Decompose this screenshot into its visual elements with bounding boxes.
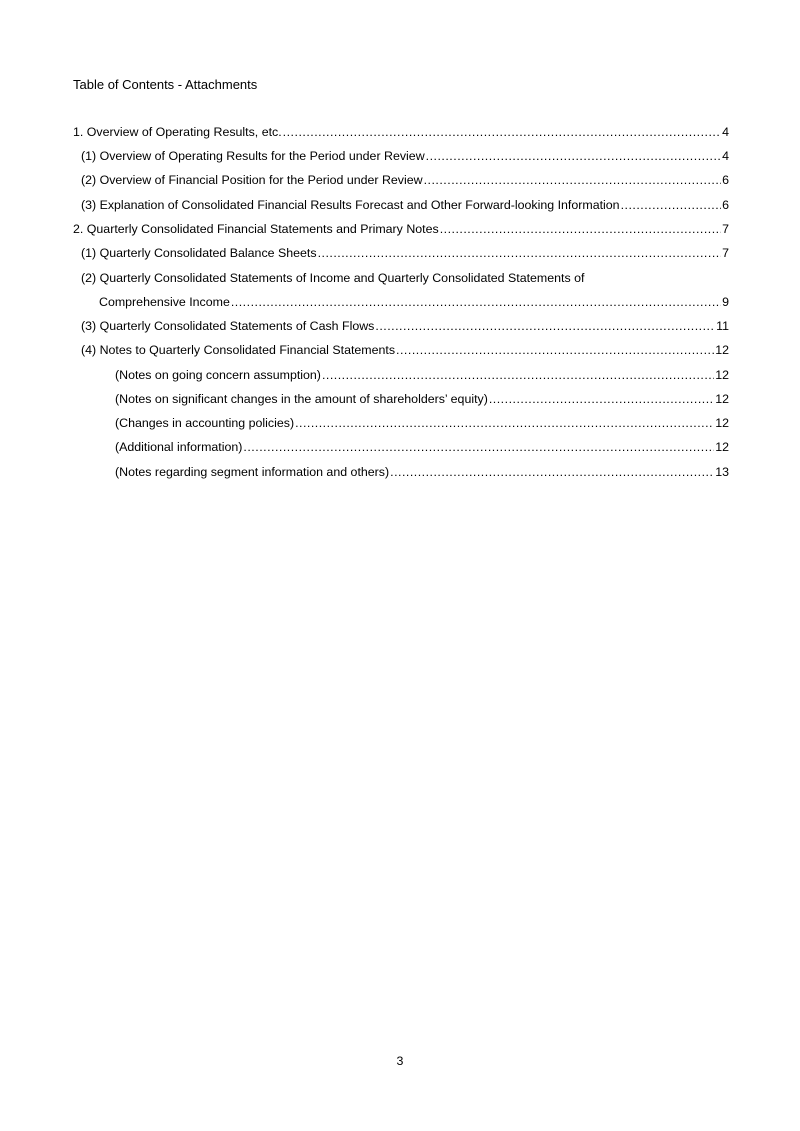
- toc-dot-leader: [375, 317, 715, 335]
- toc-entry[interactable]: [115, 414, 729, 432]
- toc-entry[interactable]: [81, 147, 729, 165]
- toc-entry-page: 6: [722, 198, 729, 212]
- toc-entry-text: (Additional information): [115, 440, 243, 454]
- toc-entry-page: 12: [715, 392, 729, 406]
- toc-dot-leader: [322, 366, 714, 384]
- toc-entry-page: 12: [715, 416, 729, 430]
- toc-entry-page: 7: [722, 246, 729, 260]
- toc-entry-page: 12: [715, 368, 729, 382]
- toc-entry[interactable]: [73, 220, 729, 238]
- toc-entry-page: 12: [715, 440, 729, 454]
- toc-entry[interactable]: [81, 341, 729, 359]
- toc-entry-text: (Notes regarding segment information and others): [115, 465, 390, 479]
- toc-dot-leader: [621, 196, 722, 214]
- toc-dot-leader: [231, 293, 721, 311]
- toc-dot-leader: [396, 341, 714, 359]
- toc-entry[interactable]: [115, 463, 729, 481]
- toc-dot-leader: [489, 390, 714, 408]
- toc-entry-text[interactable]: (2) Quarterly Consolidated Statements of Income and Quarterly Consolidated Statements of: [81, 271, 585, 285]
- toc-entry-text: (1) Quarterly Consolidated Balance Sheets: [81, 246, 317, 260]
- toc-dot-leader: [283, 123, 721, 141]
- toc-title: Table of Contents - Attachments: [73, 77, 258, 92]
- toc-entry[interactable]: [99, 293, 729, 311]
- toc-entry-text: (4) Notes to Quarterly Consolidated Financial Statements: [81, 343, 396, 357]
- toc-entry[interactable]: [81, 171, 729, 189]
- toc-entry[interactable]: [115, 390, 729, 408]
- page-number: 3: [396, 1054, 404, 1068]
- toc-entry-page: 4: [722, 125, 729, 139]
- toc-entry-text: (Notes on significant changes in the amount of shareholders’ equity): [115, 392, 488, 406]
- toc-dot-leader: [390, 463, 714, 481]
- toc-entry[interactable]: [81, 244, 729, 262]
- toc-entry[interactable]: [115, 438, 729, 456]
- toc-entry-page: 6: [722, 173, 729, 187]
- toc-entry-text: (Notes on going concern assumption): [115, 368, 321, 382]
- toc-entry-text: (2) Overview of Financial Position for the Period under Review: [81, 173, 423, 187]
- toc-entry-text: 1. Overview of Operating Results, etc.: [73, 125, 282, 139]
- toc-entry-page: 11: [716, 319, 729, 333]
- toc-entry[interactable]: [81, 196, 729, 214]
- toc-entry-text: (1) Overview of Operating Results for the Period under Review: [81, 149, 425, 163]
- toc-entry-page: 9: [722, 295, 729, 309]
- toc-dot-leader: [318, 244, 722, 262]
- toc-entry[interactable]: [73, 123, 729, 141]
- toc-dot-leader: [440, 220, 721, 238]
- toc-entry-continuation: Comprehensive Income: [99, 295, 230, 309]
- toc-dot-leader: [243, 438, 714, 456]
- toc-entry-page: 12: [715, 343, 729, 357]
- toc-entry-text: 2. Quarterly Consolidated Financial Statements and Primary Notes: [73, 222, 439, 236]
- toc-entry[interactable]: [81, 317, 729, 335]
- toc-entry-text: (3) Explanation of Consolidated Financial Results Forecast and Other Forward-looking Information: [81, 198, 620, 212]
- toc-dot-leader: [295, 414, 714, 432]
- toc-entry-page: 4: [722, 149, 729, 163]
- toc-dot-leader: [424, 171, 722, 189]
- toc-entry-text: (3) Quarterly Consolidated Statements of Cash Flows: [81, 319, 375, 333]
- toc-entry-text: (Changes in accounting policies): [115, 416, 295, 430]
- toc-dot-leader: [426, 147, 721, 165]
- toc-entry-page: 7: [722, 222, 729, 236]
- toc-entry[interactable]: [115, 366, 729, 384]
- toc-entry-page: 13: [715, 465, 729, 479]
